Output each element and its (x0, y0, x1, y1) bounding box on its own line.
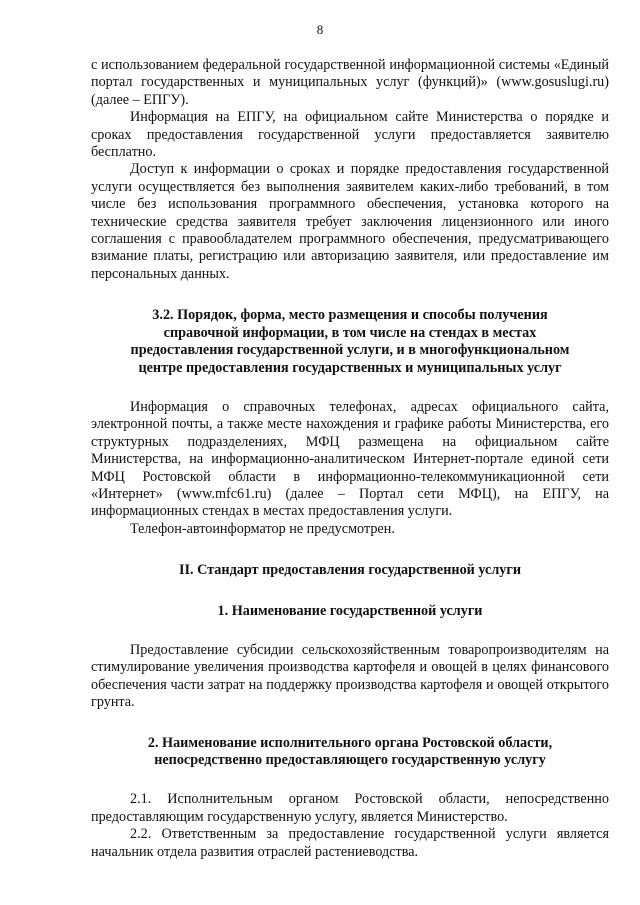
section-3-2-heading (91, 307, 609, 377)
subsection-1-heading: 1. Наименование государственной услуги (217, 602, 483, 619)
subsection-2-heading (91, 735, 609, 770)
paragraph-service-name: Предоставление субсидии сельскохозяйственным товаропроизводителям на стимулирование увеличения производства картофеля и овощей в целях финансового обеспечения части затрат на поддержку производства картофеля и овощей открытого грунта. (91, 641, 609, 711)
paragraph-2-1: 2.1. Исполнительным органом Ростовской области, непосредственно предоставляющим государственную услугу, является Министерство. (91, 791, 609, 825)
page-number: 8 (316, 22, 324, 37)
paragraph-autoinformer: Телефон-автоинформатор не предусмотрен. (130, 520, 395, 537)
heading-line: центре предоставления государственных и муниципальных услуг (138, 359, 562, 376)
heading-line: непосредственно предоставляющего государственную услугу (154, 752, 546, 768)
document-body (91, 57, 609, 861)
heading-line: предоставления государственной услуги, и в многофункциональном (130, 342, 570, 359)
part-2-heading: II. Стандарт предоставления государственной услуги (178, 562, 522, 579)
paragraph-info-free: Информация на ЕПГУ, на официальном сайте Министерства о порядке и сроках предоставления государственной услуги предоставляется заявителю бесплатно. (91, 109, 609, 161)
paragraph-2-2: 2.2. Ответственным за предоставление государственной услуги является начальник отдела развития отраслей растениеводства. (91, 826, 609, 860)
heading-line: 3.2. Порядок, форма, место размещения и способы получения (152, 307, 548, 324)
paragraph-access-requirements: Доступ к информации о сроках и порядке предоставления государственной услуги осуществляется без выполнения заявителем каких-либо требований, в том числе без использования программного обеспечения, установка которого на технические средства заявителя требует заключения лицензионного или иного соглашения с правообладателем программного обеспечения, предусматривающего взимание платы, регистрацию или авторизацию заявителя, или предоставление им персональных данных. (91, 161, 609, 282)
heading-line: 2. Наименование исполнительного органа Ростовской области, (147, 734, 553, 751)
paragraph-reference-info: Информация о справочных телефонах, адресах официального сайта, электронной почты, а также месте нахождения и графике работы Министерства, его структурных подразделениях, МФЦ размещена на официальном сайте Министерства, на информационно-аналитическом Интернет-портале единой сети МФЦ Ростовской области в информационно-телекоммуникационной сети «Интернет» (www.mfc61.ru) (далее – Портал сети МФЦ), на ЕПГУ, на информационных стендах в местах предоставления услуги. (91, 398, 609, 520)
heading-line: справочной информации, в том числе на стендах в местах (163, 324, 537, 341)
paragraph-epgu-system: с использованием федеральной государственной информационной системы «Единый портал государственных и муниципальных услуг (функций)» (www.gosuslugi.ru) (далее – ЕПГУ). (91, 57, 609, 108)
